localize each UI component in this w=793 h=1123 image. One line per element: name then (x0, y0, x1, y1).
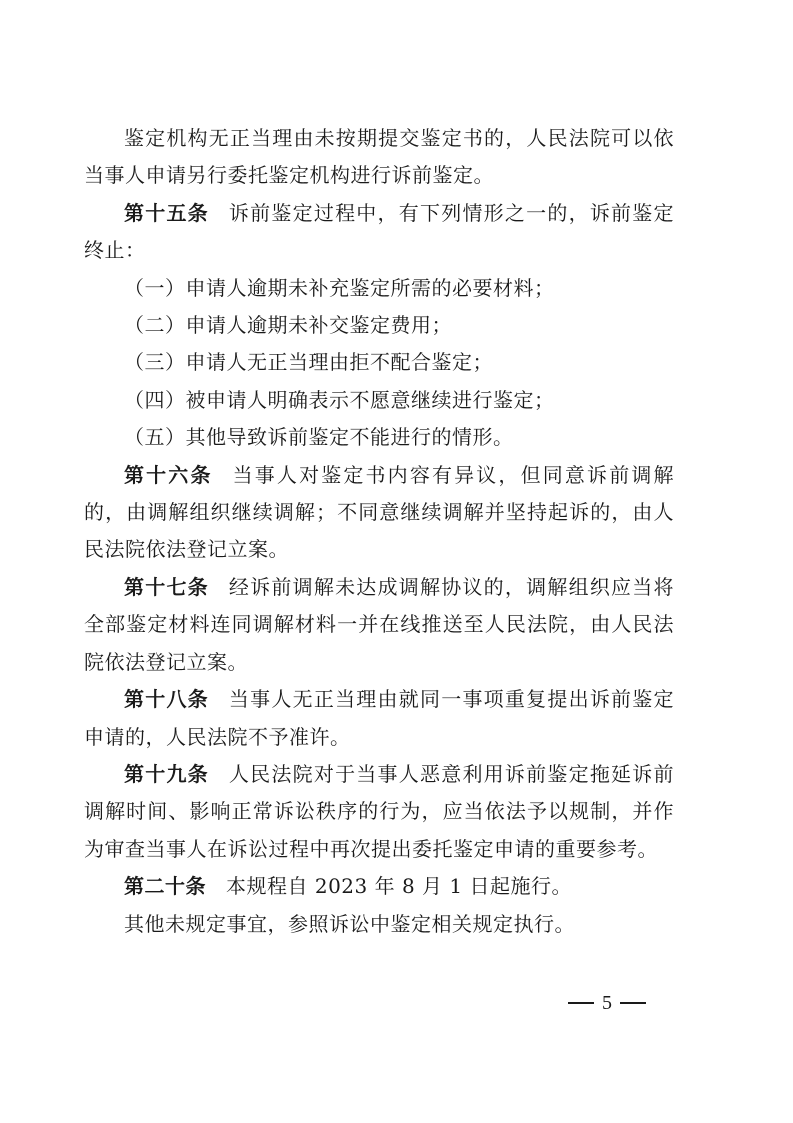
paragraph-text: （三）申请人无正当理由拒不配合鉴定； (124, 350, 493, 375)
article-paragraph (84, 756, 674, 868)
paragraph (84, 906, 674, 943)
paragraph-text: 其他未规定事宜，参照诉讼中鉴定相关规定执行。 (124, 911, 575, 936)
article-paragraph (84, 868, 674, 905)
article-paragraph (84, 195, 674, 270)
page-number-dash-left (568, 1002, 594, 1004)
article-number: 第十六条 (124, 462, 213, 487)
article-number: 第十九条 (124, 761, 209, 786)
paragraph-text: 诉前鉴定过程中，有下列情形之一的，诉前鉴定终止： (84, 200, 675, 263)
paragraph-text: 人民法院对于当事人恶意利用诉前鉴定拖延诉前调解时间、影响正常诉讼秩序的行为，应当依法予以规制，并作为审查当事人在诉讼过程中再次提出委托鉴定申请的重要参考。 (84, 761, 675, 861)
paragraph-text: 本规程自 2023 年 8 月 1 日起施行。 (226, 874, 572, 899)
page-number-dash-right (620, 1002, 646, 1004)
article-number: 第十八条 (124, 687, 209, 712)
paragraph-text: （二）申请人逾期未补交鉴定费用； (124, 313, 452, 338)
page-number-value: 5 (602, 991, 612, 1014)
paragraph (84, 120, 674, 195)
article-paragraph (84, 681, 674, 756)
list-item (84, 344, 674, 381)
article-paragraph (84, 457, 674, 569)
page-number (568, 988, 658, 1018)
document-body (84, 120, 674, 943)
article-number: 第二十条 (124, 874, 206, 899)
paragraph-text: （四）被申请人明确表示不愿意继续进行鉴定； (124, 387, 555, 412)
article-paragraph (84, 569, 674, 681)
article-number: 第十五条 (124, 200, 209, 225)
paragraph-text: 鉴定机构无正当理由未按期提交鉴定书的，人民法院可以依当事人申请另行委托鉴定机构进行诉前鉴定。 (84, 126, 674, 188)
article-number: 第十七条 (124, 574, 209, 599)
paragraph-text: 经诉前调解未达成调解协议的，调解组织应当将全部鉴定材料连同调解材料一并在线推送至人民法院，由人民法院依法登记立案。 (84, 574, 675, 674)
paragraph-text: 当事人无正当理由就同一事项重复提出诉前鉴定申请的，人民法院不予准许。 (84, 687, 675, 749)
list-item (84, 382, 674, 419)
paragraph-text: （一）申请人逾期未补充鉴定所需的必要材料； (124, 275, 555, 300)
list-item (84, 419, 674, 456)
list-item (84, 270, 674, 307)
paragraph-text: 当事人对鉴定书内容有异议，但同意诉前调解的，由调解组织继续调解；不同意继续调解并坚持起诉的，由人民法院依法登记立案。 (84, 462, 675, 562)
list-item (84, 307, 674, 344)
paragraph-text: （五）其他导致诉前鉴定不能进行的情形。 (124, 425, 514, 450)
